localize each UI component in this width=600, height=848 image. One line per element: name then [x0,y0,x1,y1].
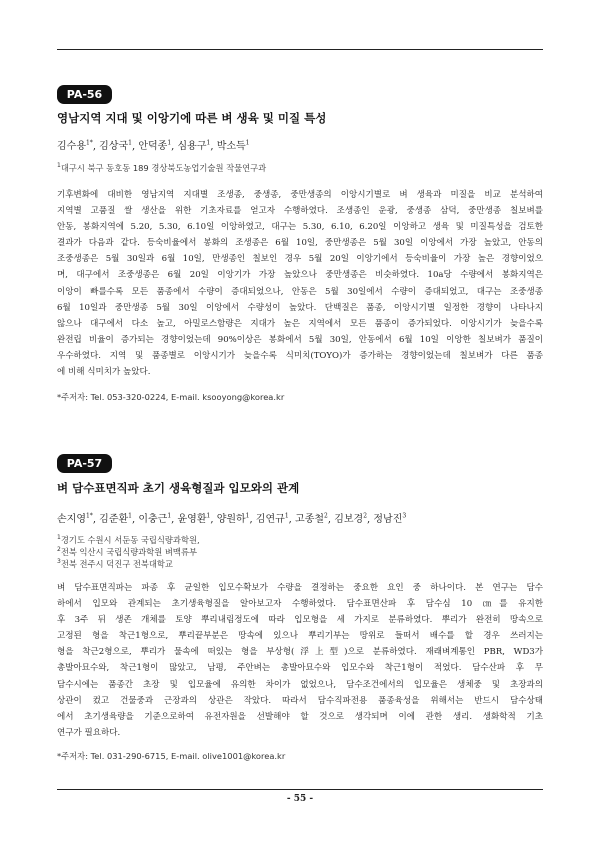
affiliation-text: 전북 익산시 국립식량과학원 벼맥류부 [60,547,197,557]
affiliation-sup: 1 [57,534,61,542]
body-line: 고정된 형을 착근1형으로, 뿌리끝부분은 땅속에 있으나 뿌리기부는 땅위로 들떠서 배수를 할 경우 쓰러지는 [57,631,543,642]
author-sup: 1 [167,512,172,520]
author-name: 김연규 [255,514,285,525]
author-name: 박소득 [216,141,246,152]
page-number: - 55 - [286,794,314,804]
affiliation-text: 경기도 수원시 서둔동 국립식량과학원, [60,535,200,545]
author-sup: 2 [363,512,368,520]
author-name: 김보경 [334,514,364,525]
author-sup: 1 [206,512,211,520]
body-line: 벼 담수표면직파는 파종 후 균일한 입모수확보가 수량을 결정하는 중요한 요인 중 하나이다. 본 연구는 담수 [57,583,543,593]
author-sup: 1 [245,512,250,520]
body-line: 에서 초기생육량을 기준으로하여 유전자원을 선발해야 할 것으로 생각되며 이에 관한 생리. 생화학적 기초 [57,711,543,722]
author-name: 심용구 [177,141,207,152]
affiliation [57,534,200,546]
body-line: 완전립 비율이 증가되는 경향이었는데 90%이상은 봉화에서 5월 30일, 안동에서 6월 10일 이앙한 칠보벼가 품질이 [57,334,543,345]
body-line: 조중생종은 5월 30일과 6월 10일, 만생종인 칠보인 경우 5월 20일 이앙기에서 등숙비율이 가장 높은 경향이었으 [57,254,543,265]
body-line: 않으나 대구에서 다소 높고, 아밀로스함량은 지대가 높은 지역에서 모든 품종이 증가되었다. 이앙시기가 늦을수록 [57,318,543,329]
author-list: 손지영$^{1*}$, 김준환$^1$, 이충근$^1$, 윤영환$^1$, 양원하$^1$, 김연규$^1$, 고종철$^2$, 김보경$^2$, 정남진$^3$ [57,512,407,525]
abstract-code-badge: PA-57 [57,454,112,473]
affiliation [57,558,200,570]
top-rule [57,49,543,50]
body-line: 하에서 입모와 관계되는 초기생육형질을 알아보고자 수행하였다. 담수표면산파 후 담수심 10 ㎝를 유지한 [57,599,543,610]
body-line: 기후변화에 대비한 영남지역 지대별 조생종, 중생종, 중만생종의 이앙시기별로 벼 생육과 미질을 비교 분석하여 [57,190,543,200]
affiliation-text: 전북 전주시 덕진구 전북대학교 [60,559,173,569]
author-name: 김준환 [99,514,129,525]
body-line: 6월 10일과 중만생종 5월 30일 이앙에서 수량성이 높았다. 단백질은 품종, 이앙시기별 일정한 경향이 나타나지 [57,302,543,313]
author-name: 윤영환 [177,514,207,525]
body-line: 에 비해 식미치가 높았다. [57,367,151,378]
author-sup: 1 [284,512,289,520]
abstract-title: 영남지역 지대 및 이앙기에 따른 벼 생육 및 미질 특성 [57,111,327,125]
corresponding-author-contact: *주저자: Tel. 053-320-0224, E-mail. ksooyong@korea.kr [57,392,285,402]
author-name: 정남진 [373,514,403,525]
author-name: 양원하 [216,514,246,525]
affiliation-sup: 2 [57,546,61,554]
body-line: 후 3주 뒤 생존 개체를 토양 뿌리내림정도에 따라 입모형을 세 가지로 분류하였다. 뿌리가 완전히 땅속으로 [57,615,543,626]
body-line: 형을 착근2형으로, 뿌리가 물속에 떠있는 형을 부상형(浮上型)으로 분류하였다. 재래벼계통인 PBR, WD3가 [57,647,543,658]
abstract-body [57,187,543,380]
abstract-body [57,580,543,741]
body-line: 지역별 고품질 쌀 생산을 위한 기초자료를 얻고자 수행하였다. 조생종인 운광, 중생종 삼덕, 중만생종 칠보벼를 [57,206,543,217]
abstract-title: 벼 담수표면직파 초기 생육형질과 입모와의 관계 [57,481,300,495]
author-name: 고종철 [295,514,325,525]
body-line: 며, 대구에서 조중생종은 6월 20일 이앙기가 가장 높았으나 중만생종은 비슷하였다. 10a당 수량에서 봉화지역은 [57,270,543,281]
author-name: 이충근 [138,514,168,525]
author-sup: 1 [128,512,132,520]
affiliation-sup: 1 [57,162,61,170]
author-sup: 1* [85,512,93,520]
author-name: 손지영 [57,514,86,525]
affiliation-list [57,534,200,570]
author-sup: 1 [128,139,132,147]
author-sup: 2 [324,512,328,520]
body-line: 이앙이 빠를수록 모든 품종에서 수량이 증대되었으나, 안동은 5월 30일에서 수량이 증대되었고, 대구는 조중생종 [57,286,543,297]
author-sup: 1 [167,139,172,147]
author-sup: 1 [245,139,250,147]
author-sup: 3 [402,512,407,520]
body-line: 상관이 컸고 건물중과 근장과의 상관은 작았다. 따라서 담수직파전용 품종육성을 위해서는 반드시 담수상태 [57,695,543,706]
bottom-rule [57,789,543,790]
affiliation [57,162,266,174]
affiliation-text: 대구시 북구 동호동 189 경상북도농업기술원 작물연구과 [60,163,267,173]
body-line: 안동, 봉화지역에 5.20, 5.30, 6.10일 이앙하였고, 대구는 5.30, 6.10, 6.20일 이앙하고 생육 및 미질특성을 검토한 [57,222,543,233]
body-line: 담수시에는 품종간 초장 및 입모율에 유의한 차이가 없었으나, 담수조건에서의 입모율은 생체중 및 초장과의 [57,679,543,690]
author-sup: 1 [206,139,211,147]
author-sup: 1* [85,139,93,147]
body-line: 우수하였다. 지역 및 품종별로 이앙시기가 늦을수록 식미치(TOYO)가 증가하는 경향이었는데 칠보벼가 다른 품종 [57,350,543,361]
body-line: 총발아묘수와, 착근1형이 많았고, 남평, 주안벼는 총발아묘수와 입모수와 착근1형이 적었다. 담수산파 후 무 [57,663,543,674]
corresponding-author-contact: *주저자: Tel. 031-290-6715, E-mail. olive1001@korea.kr [57,751,286,761]
author-name: 김수용 [57,141,86,152]
author-name: 김상국 [99,141,129,152]
body-line: 결과가 다음과 같다. 등숙비율에서 봉화의 조생종은 6월 10일, 중만생종은 5월 30일 이앙에서 가장 높았고, 안동의 [57,238,543,249]
body-line: 연구가 필요하다. [57,727,121,738]
affiliation-sup: 3 [57,558,61,566]
abstract-code-badge: PA-56 [57,85,112,104]
affiliation [57,546,200,558]
author-name: 안덕종 [138,141,168,152]
author-list: 김수용$^{1*}$, 김상국$^1$, 안덕종$^1$, 심용구$^1$, 박소득$^1$ [57,139,250,152]
